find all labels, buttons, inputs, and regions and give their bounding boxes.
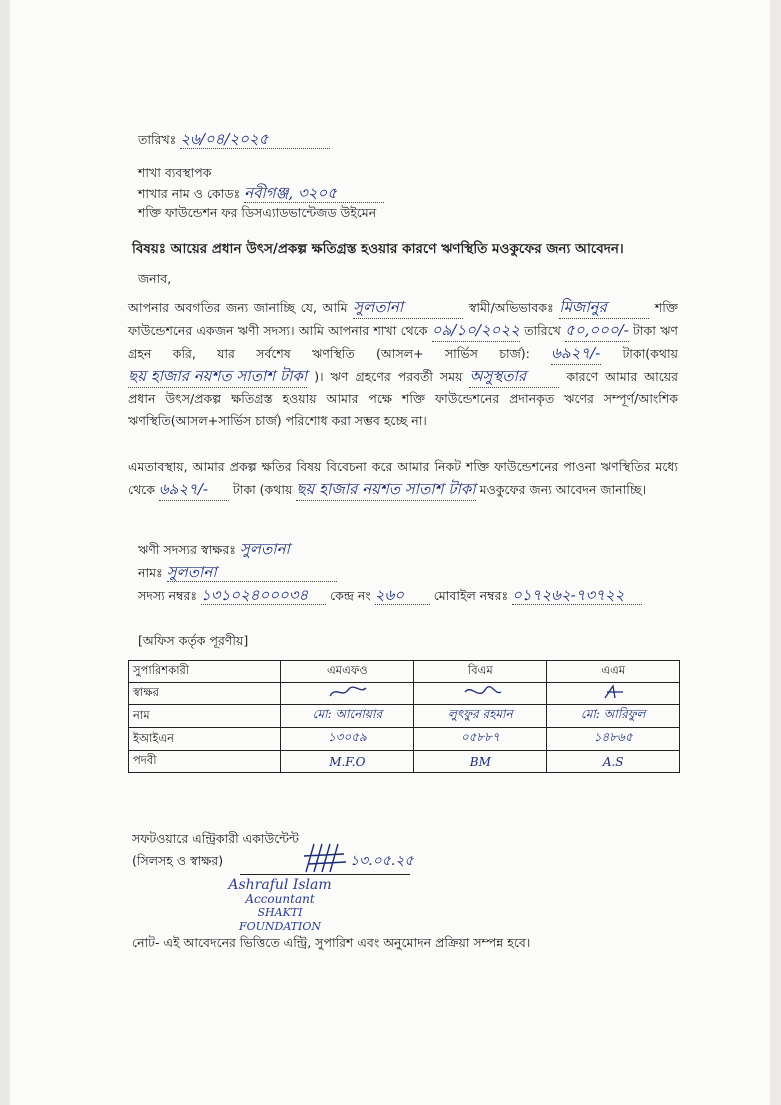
bm-designation: BM: [414, 751, 547, 773]
date-value: ২৬/০৪/২০২৫: [180, 130, 330, 149]
waiver-amount: ৬৯২৭/-: [159, 478, 229, 501]
p2-text-2: টাকা (কথায়: [232, 482, 293, 497]
bm-ein: ০৫৮৮৭: [414, 728, 547, 751]
header-bm: বিএম: [414, 661, 547, 683]
mobile-label: মোবাইল নম্বরঃ: [433, 588, 509, 603]
signature-scribble-bm: [455, 684, 505, 700]
p1-text-6: টাকা(কথায়: [622, 346, 678, 361]
center-label: কেন্দ্র নং: [330, 588, 371, 603]
member-signature-label: ঋণী সদস্যর স্বাক্ষরঃ: [138, 542, 236, 557]
accountant-sign-date: ১৩.০৫.২৫: [350, 853, 414, 869]
office-row-name: [129, 705, 680, 728]
am-signature: [547, 683, 680, 705]
bm-signature: [414, 683, 547, 705]
member-id-line: [138, 586, 642, 605]
row-label-ein: ইআইএন: [129, 728, 281, 751]
accountant-title: সফটওয়ারে এন্ট্রিকারী একাউন্টেন্ট: [132, 831, 299, 846]
stamp-org: SHAKTI FOUNDATION: [238, 906, 322, 933]
p1-text-2: স্বামী/অভিভাবকঃ: [468, 300, 554, 315]
office-header-row: [129, 661, 680, 683]
member-name-label: নামঃ: [138, 565, 163, 580]
p1-text-5: টাকা ঋণ গ্রহন করি, যার সর্বশেষ ঋণস্থিতি (আসল+ সার্ভিস চার্জ):: [128, 323, 678, 361]
balance-in-words: ছয় হাজার নয়শত সাতাশ টাকা: [128, 365, 307, 388]
mobile-no: ০১৭২৬২-৭৩৭২২: [512, 586, 642, 605]
p1-text-1: আপনার অবগতির জন্য জানাচ্ছি যে, আমি: [128, 300, 348, 315]
stamp-title: Accountant: [245, 892, 315, 906]
p2-text-1: এমতাবস্থায়, আমার প্রকল্প ক্ষতির বিষয় বিবেচনা করে আমার নিকট শক্তি ফাউন্ডেশনের পাওনা ঋণস্থিতির মধ্যে থেকে: [128, 459, 678, 497]
org-name: শক্তি ফাউন্ডেশন ফর ডিসএ্যাডভান্টেজড উইমেন: [138, 205, 377, 220]
header-mfo: এমএফও: [281, 661, 414, 683]
office-row-ein: [129, 728, 680, 751]
header-recommender: সুপারিশকারী: [129, 661, 281, 683]
p1-text-7: )। ঋণ গ্রহণের পরবর্তী সময়: [314, 369, 463, 384]
paragraph-2: [128, 456, 678, 501]
member-name: সুলতানা: [167, 563, 337, 582]
scan-edge-right: [770, 0, 781, 1105]
member-no: ১৩১০২৪০০০৩৪: [201, 586, 326, 605]
branch-label: শাখার নাম ও কোডঃ: [138, 186, 241, 201]
applicant-name: সুলতানা: [353, 296, 463, 319]
p1-text-4: তারিখে: [524, 323, 561, 338]
subject-line: বিষয়ঃ আয়ের প্রধান উৎস/প্রকল্প ক্ষতিগ্রস্ত হওয়ার কারণে ঋণস্থিতি মওকুফের জন্য আবেদন।: [132, 241, 624, 257]
center-no: ২৬০: [375, 586, 430, 605]
mfo-name: মো: আনোয়ার: [281, 705, 414, 728]
branch-line: [138, 184, 384, 203]
date-line: [138, 130, 330, 149]
p1-text-3: শক্তি ফাউন্ডেশনের একজন ঋণী সদস্য। আমি আপনার শাখা থেকে: [128, 300, 678, 338]
accountant-subtitle: (সিলসহ ও স্বাক্ষর): [132, 853, 224, 868]
p2-text-3: মওকুফের জন্য আবেদন জানাচ্ছি।: [479, 482, 647, 497]
waiver-in-words: ছয় হাজার নয়শত সাতাশ টাকা: [296, 478, 475, 501]
member-no-label: সদস্য নম্বরঃ: [138, 588, 198, 603]
loan-amount: ৫০,০০০/-: [565, 319, 629, 342]
am-designation: A.S: [547, 751, 680, 773]
guardian-name: মিজানুর: [559, 296, 649, 319]
loan-balance: ৬৯২৭/-: [551, 342, 601, 365]
p1-text-8: কারণে আমার আয়ের প্রধান উৎস/প্রকল্প ক্ষতিগ্রস্ত হওয়ায় আমার পক্ষে শক্তি ফাউন্ডেশনের প্রদানকৃত ঋণের সম্পূর্ণ/আংশিক ঋণস্থিতি(আসল+সার্ভিস চার্জ) পরিশোধ করা সম্ভব হচ্ছে না।: [128, 369, 678, 428]
signature-scribble-am: [593, 684, 633, 700]
member-signature: সুলতানা: [239, 540, 290, 558]
salutation: জনাব,: [138, 271, 172, 286]
mfo-designation: M.F.O: [281, 751, 414, 773]
branch-value: নবীগঞ্জ, ৩২০৫: [244, 184, 384, 203]
member-name-line: [138, 563, 337, 582]
scan-edge-left: [0, 0, 10, 1105]
addressee-title: শাখা ব্যবস্থাপক: [138, 165, 212, 180]
stamp-name: Ashraful Islam: [228, 877, 332, 893]
paragraph-1: [128, 296, 678, 432]
accountant-stamp: [215, 878, 345, 934]
signature-scribble-mfo: [322, 684, 372, 700]
office-heading: [অফিস কর্তৃক পূরণীয়]: [138, 633, 249, 648]
mfo-ein: ১৩০৫৯: [281, 728, 414, 751]
am-ein: ১৪৮৬৫: [547, 728, 680, 751]
am-name: মো: আরিফুল: [547, 705, 680, 728]
office-table: [128, 660, 680, 773]
loss-reason: অসুস্থতার: [469, 365, 559, 388]
office-row-designation: [129, 751, 680, 773]
office-row-signature: [129, 683, 680, 705]
bm-name: লুৎফুর রহমান: [414, 705, 547, 728]
accountant-sign-line: [240, 874, 410, 875]
row-label-name: নাম: [129, 705, 281, 728]
date-label: তারিখঃ: [138, 132, 177, 147]
loan-date: ০৯/১০/২০২২: [432, 319, 520, 342]
row-label-signature: স্বাক্ষর: [129, 683, 281, 705]
member-signature-line: [138, 540, 290, 559]
footer-note: নোট- এই আবেদনের ভিত্তিতে এন্ট্রি, সুপারিশ এবং অনুমোদন প্রক্রিয়া সম্পন্ন হবে।: [132, 935, 531, 950]
header-am: এএম: [547, 661, 680, 683]
mfo-signature: [281, 683, 414, 705]
row-label-designation: পদবী: [129, 751, 281, 773]
